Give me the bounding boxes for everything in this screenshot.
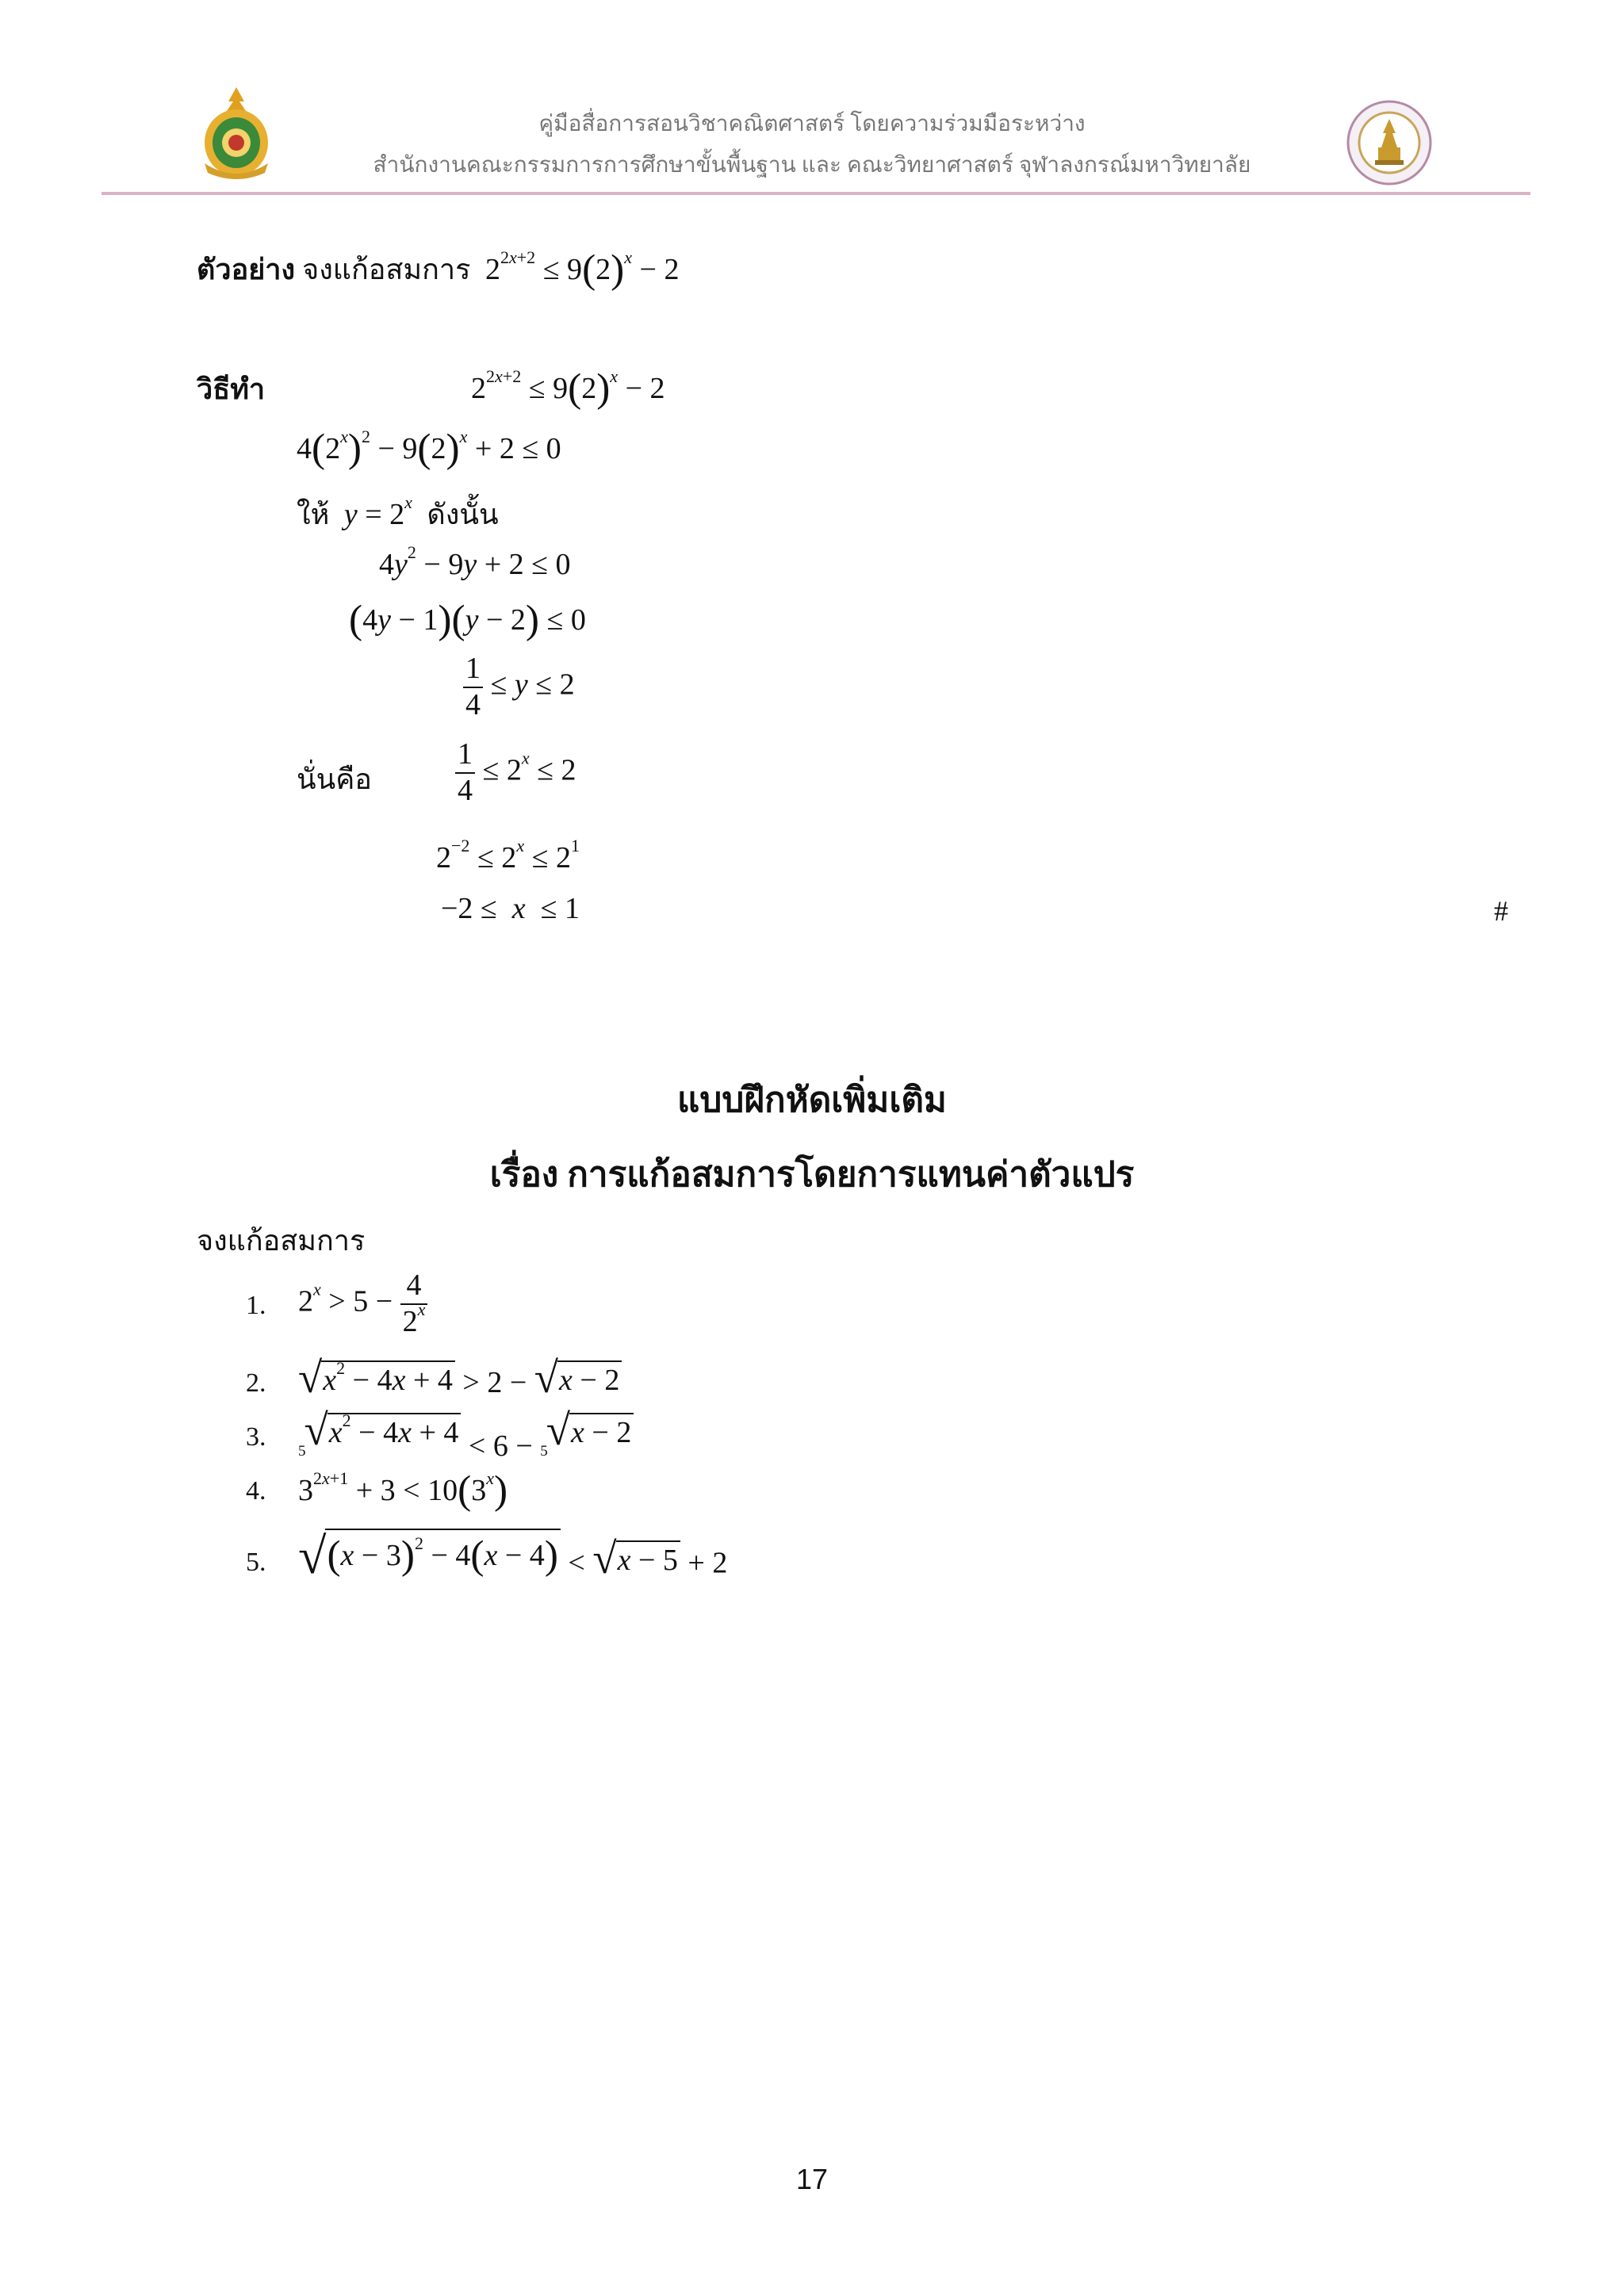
end-mark: #	[1494, 895, 1508, 927]
solution-step-2: $4(2^x)^2 - 9(2)^x + 2 \le 0$	[297, 426, 561, 471]
example-line	[197, 246, 679, 293]
exercise-instruction: จงแก้อสมการ	[197, 1225, 366, 1257]
solution-step-9: −2 ≤ x ≤ 1	[441, 892, 580, 925]
solution-label: วิธีทำ	[197, 373, 266, 405]
solution-step-5: (4y − 1)(y − 2) ≤ 0	[349, 597, 586, 642]
problem-4-number: 4.	[246, 1476, 266, 1506]
solution-step-7: $\frac{1}{4}$ ≤ $2^x \le 2$	[455, 737, 576, 808]
that-is-text: นั่นคือ	[297, 763, 372, 795]
exercise-subtitle: เรื่อง การแก้อสมการโดยการแทนค่าตัวแปร	[489, 1155, 1135, 1194]
solution-step-6: $\frac{1}{4}$ ≤ y ≤ 2	[463, 652, 575, 722]
exercise-title: แบบฝึกหัดเพิ่มเติม	[677, 1081, 947, 1119]
problem-5-number: 5.	[246, 1548, 266, 1577]
problem-5-inequality: √ $(x - 3)^2 - 4(x - 4)$ < √ x − 5 + 2	[298, 1526, 728, 1584]
problem-3-inequality: 5 √ $x^2 - 4x + 4$ < 6 − 5 √ x − 2	[298, 1408, 634, 1464]
solution-step-4: $4y^2 - 9y + 2 \le 0$	[379, 542, 571, 581]
problem-1-number: 1.	[246, 1291, 266, 1320]
let-text: ให้	[297, 499, 330, 530]
therefore-text: ดังนั้น	[427, 499, 499, 530]
example-inequality: $2^{2x+2} \le 9(2)^x - 2$	[477, 247, 680, 292]
solution-step-3: ให้ $y = 2^x$ ดังนั้น	[297, 492, 499, 531]
problem-1-inequality: $2^x > 5$ − $\frac{4}{2^x}$	[298, 1269, 427, 1339]
header-line-2: สำนักงานคณะกรรมการการศึกษาขั้นพื้นฐาน และ คณะวิทยาศาสตร์ จุฬาลงกรณ์มหาวิทยาลัย	[373, 153, 1251, 178]
solution-step-8: $2^{-2} \le 2^x \le 2^1$	[436, 836, 580, 874]
chulalongkorn-science-seal-icon	[1346, 100, 1432, 186]
problem-2-inequality: √ $x^2 - 4x + 4$ > 2 − √ x − 2	[298, 1356, 622, 1400]
example-label: ตัวอย่าง	[197, 253, 296, 285]
problem-3-number: 3.	[246, 1422, 266, 1452]
example-text: จงแก้อสมการ	[302, 253, 471, 285]
header-rule	[102, 192, 1530, 195]
header-line-1: คู่มือสื่อการสอนวิชาคณิตศาสตร์ โดยความร่วมมือระหว่าง	[538, 112, 1086, 136]
problem-2-number: 2.	[246, 1368, 266, 1398]
problem-4-inequality: $3^{2x+1} + 3 < 10(3^x)$	[298, 1468, 508, 1513]
page-number: 17	[795, 2163, 829, 2195]
solution-step-1: $2^{2x+2} \le 9(2)^x - 2$	[471, 365, 665, 411]
